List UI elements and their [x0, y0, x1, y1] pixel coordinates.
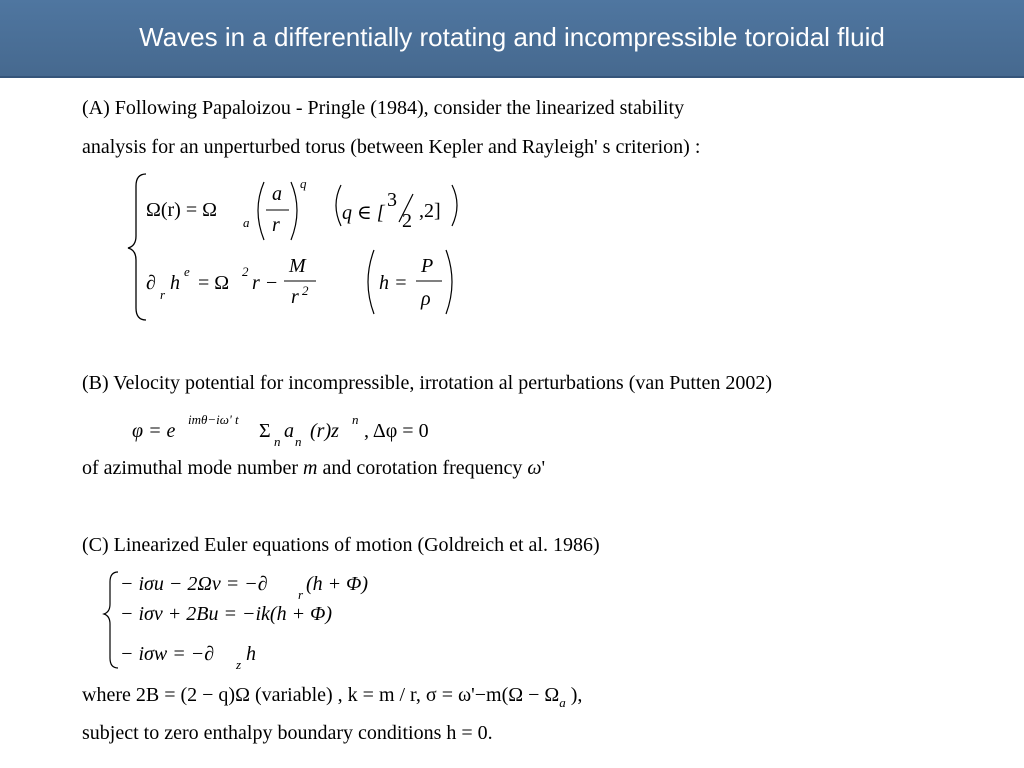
where-line-main: where 2B = (2 − q)Ω (variable) , k = m / r, σ = ω'−m(Ω − Ω — [82, 684, 560, 706]
eq-a1-cond-q: q ∈ [ — [342, 202, 385, 224]
eq-a1-lhs — [146, 199, 217, 222]
eq-a1-exp: q — [300, 176, 307, 191]
eq-a1-lhs-text: Ω(r) = Ω — [146, 199, 217, 221]
eq-a1-sub: a — [243, 215, 250, 230]
where-line-sub: a — [559, 695, 566, 710]
where-line-end: ), — [565, 684, 583, 706]
slide-title: Waves in a differentially rotating and incompressible toroidal fluid — [139, 22, 885, 52]
eq-a1-cond — [342, 200, 385, 225]
eq-a2-r: r − — [252, 272, 279, 294]
section-a-line1: (A) Following Papaloizou - Pringle (1984), consider the linearized stability — [82, 97, 685, 119]
section-b-line2 — [82, 457, 545, 480]
eq-c3-b: h — [246, 643, 256, 665]
eq-a1-den: r — [272, 214, 280, 236]
section-b-line2-post: and corotation frequency — [317, 457, 528, 479]
eq-b-a: a — [284, 420, 294, 442]
eq-c1-b: (h + Φ) — [306, 573, 369, 595]
eq-a2-sup-e: e — [184, 264, 190, 279]
eq-a1-num: a — [272, 183, 282, 205]
section-b-line2-prime: ' — [541, 457, 546, 479]
eq-a2-num: M — [289, 255, 306, 277]
eq-a2-sup-2: 2 — [242, 264, 249, 279]
eq-a2-sub-r: r — [160, 287, 166, 302]
eq-a1-cond-end: ,2] — [419, 200, 441, 222]
eq-c1-a: − iσu − 2Ωv = −∂ — [120, 573, 268, 595]
where-line — [82, 684, 582, 711]
eq-a2-partial: ∂ — [146, 272, 156, 294]
eq-a2-cond-den: ρ — [421, 288, 431, 310]
eq-c2: − iσv + 2Bu = −ik(h + Φ) — [120, 603, 332, 625]
eq-b-sub-n2: n — [295, 434, 302, 449]
eq-c3-a: − iσw = −∂ — [120, 643, 215, 665]
eq-a2-den: r — [291, 286, 299, 308]
section-b-line2-omega: ω — [527, 457, 542, 479]
eq-a2-cond-num: P — [421, 255, 434, 277]
eq-a2-h: h — [170, 272, 180, 294]
eq-a2-mid: = Ω — [198, 272, 230, 294]
eq-a2-den-sup: 2 — [302, 283, 309, 298]
eq-b-sum: Σ — [259, 420, 271, 442]
eq-a1-three: 3 — [387, 189, 397, 211]
eq-c1-sub: r — [298, 587, 304, 602]
section-b-line2-m: m — [303, 457, 318, 479]
eq-b-rz: (r)z — [310, 420, 339, 442]
eq-a2-cond-h: h = — [379, 272, 408, 294]
eq-b-sup-n: n — [352, 412, 359, 427]
last-line: subject to zero enthalpy boundary conditions h = 0. — [82, 722, 493, 744]
section-a-line2: analysis for an unperturbed torus (between Kepler and Rayleigh' s criterion) : — [82, 136, 701, 158]
eq-b-exp: imθ−iω' t — [188, 412, 239, 427]
eq-c3-sub: z — [236, 657, 242, 672]
eq-b-sub-n: n — [274, 434, 281, 449]
section-b-line1: (B) Velocity potential for incompressible, irrotation al perturbations (van Putten 2002) — [82, 372, 773, 394]
section-b-line2-pre: of azimuthal mode number — [82, 457, 304, 479]
section-c-line1: (C) Linearized Euler equations of motion (Goldreich et al. 1986) — [82, 534, 600, 556]
eq-b-tail: , Δφ = 0 — [364, 420, 429, 442]
eq-b-phi: φ = e — [132, 420, 176, 442]
eq-a1-two: 2 — [402, 210, 412, 232]
